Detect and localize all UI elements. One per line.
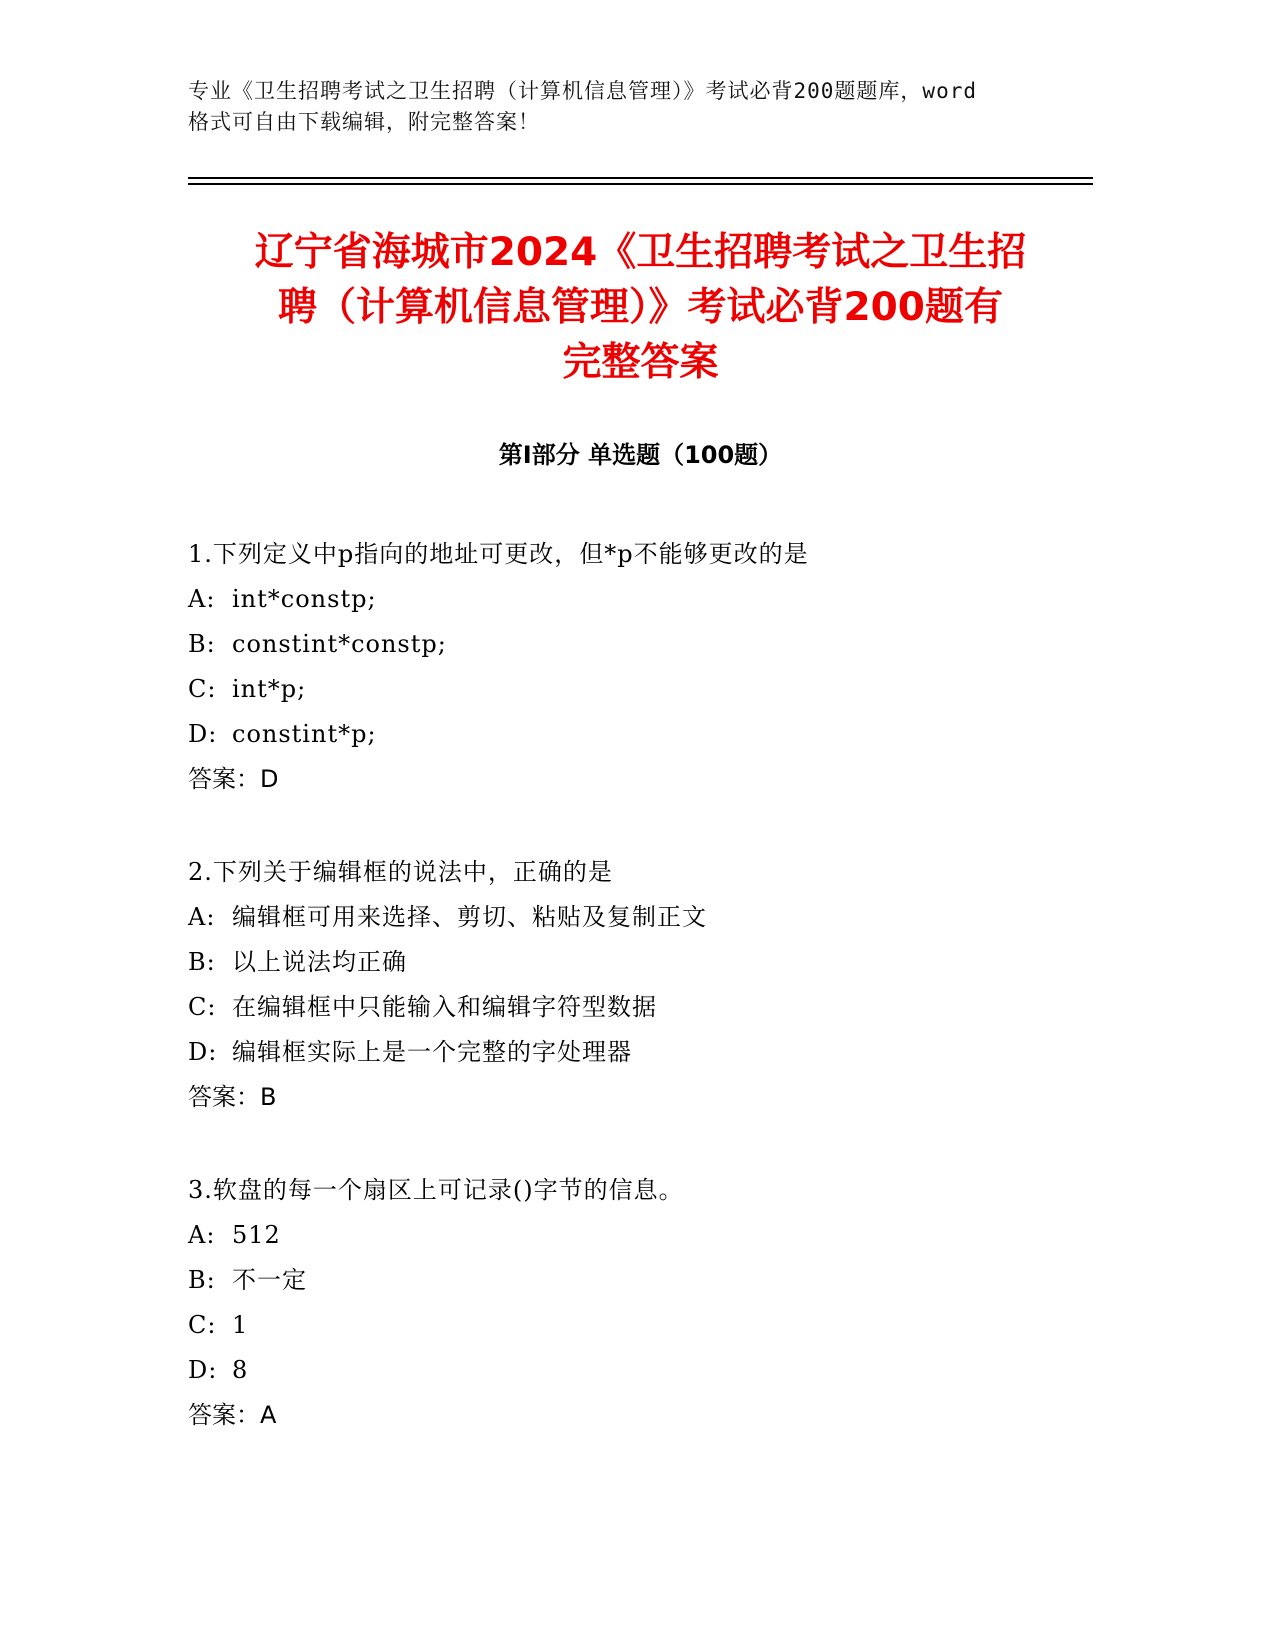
- answer-line: 答案：A: [188, 1401, 277, 1429]
- question-stem: 2.下列关于编辑框的说法中，正确的是: [188, 858, 613, 886]
- option-text: 8: [232, 1356, 249, 1384]
- option-text: 编辑框可用来选择、剪切、粘贴及复制正文: [232, 903, 707, 931]
- option-text: 512: [232, 1221, 281, 1249]
- option-a: [188, 1213, 1093, 1258]
- option-c: [188, 1303, 1093, 1348]
- section-heading: 第Ⅰ部分 单选题（100题）: [498, 441, 783, 469]
- option-b: [188, 622, 1093, 667]
- header-divider-top: [188, 177, 1093, 179]
- answer-line: 答案：D: [188, 765, 279, 793]
- document-title-line-3: 完整答案: [562, 340, 719, 385]
- option-d: [188, 1348, 1093, 1393]
- option-letter: A:: [188, 585, 216, 613]
- option-letter: D:: [188, 1038, 218, 1066]
- option-c: [188, 667, 1093, 712]
- option-d: [188, 712, 1093, 757]
- option-d: [188, 1030, 1093, 1075]
- option-text: 以上说法均正确: [232, 948, 407, 976]
- option-text: 编辑框实际上是一个完整的字处理器: [232, 1038, 632, 1066]
- option-text: 不一定: [232, 1266, 307, 1294]
- document-title: [188, 225, 1093, 390]
- header-note: [188, 76, 1088, 138]
- option-text: 在编辑框中只能输入和编辑字符型数据: [232, 993, 657, 1021]
- option-letter: C:: [188, 675, 217, 703]
- question-2: [188, 850, 1093, 1120]
- option-letter: A:: [188, 903, 216, 931]
- option-letter: B:: [188, 948, 216, 976]
- header-note-line-1: 专业《卫生招聘考试之卫生招聘（计算机信息管理）》考试必背200题题库，word: [188, 79, 977, 103]
- option-letter: A:: [188, 1221, 216, 1249]
- option-c: [188, 985, 1093, 1030]
- option-letter: C:: [188, 993, 217, 1021]
- option-letter: B:: [188, 1266, 216, 1294]
- option-a: [188, 577, 1093, 622]
- option-b: [188, 1258, 1093, 1303]
- header-divider-bottom: [188, 183, 1093, 185]
- answer-line: 答案：B: [188, 1083, 277, 1111]
- option-letter: B:: [188, 630, 216, 658]
- option-text: int*p;: [232, 675, 307, 703]
- option-letter: C:: [188, 1311, 217, 1339]
- option-letter: D:: [188, 1356, 218, 1384]
- document-title-line-2: 聘（计算机信息管理）》考试必背200题有: [278, 285, 1003, 330]
- option-a: [188, 895, 1093, 940]
- option-b: [188, 940, 1093, 985]
- option-text: constint*constp;: [232, 630, 447, 658]
- document-title-line-1: 辽宁省海城市2024《卫生招聘考试之卫生招: [254, 230, 1027, 275]
- question-1: [188, 532, 1093, 802]
- option-text: int*constp;: [232, 585, 377, 613]
- option-text: constint*p;: [232, 720, 377, 748]
- question-stem: 3.软盘的每一个扇区上可记录()字节的信息。: [188, 1176, 684, 1204]
- header-note-line-2: 格式可自由下载编辑，附完整答案！: [188, 110, 540, 134]
- option-letter: D:: [188, 720, 218, 748]
- option-text: 1: [232, 1311, 249, 1339]
- question-stem: 1.下列定义中p指向的地址可更改，但*p不能够更改的是: [188, 540, 809, 568]
- question-3: [188, 1168, 1093, 1438]
